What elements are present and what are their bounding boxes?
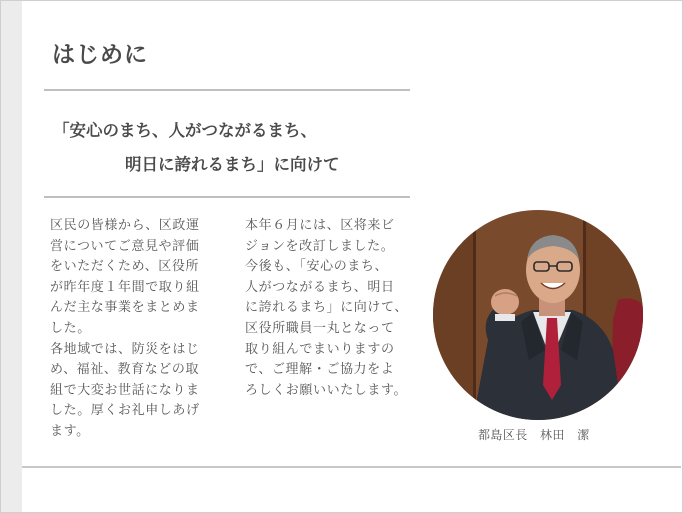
text-line: 各地域では、防災をはじ — [50, 341, 200, 357]
text-line: 本年６月には、区将来ビ — [245, 218, 395, 233]
text-line: 人がつながるまち、明日 — [245, 279, 395, 295]
text-line: 今後も、「安心のまち、 — [245, 259, 389, 275]
divider-middle — [44, 196, 410, 198]
divider-top — [44, 89, 410, 91]
message-column-1 — [50, 216, 200, 443]
mayor-portrait-image — [433, 210, 643, 420]
text-line: が昨年度１年間で取り組 — [50, 279, 200, 295]
text-line: 区役所職員一丸となって — [245, 320, 395, 336]
tagline-line-1: 「安心のまち、人がつながるまち、 — [53, 121, 317, 140]
text-line: め、福祉、教育などの取 — [50, 362, 200, 378]
message-column-2 — [245, 216, 408, 401]
text-line: に誇れるまち」に向けて、 — [245, 300, 408, 316]
portrait-caption: 都島区長 林田 潔 — [478, 428, 590, 442]
text-line: 組で大変お世話になりま — [50, 382, 200, 398]
text-line: ジョンを改訂しました。 — [245, 238, 395, 254]
text-line: した。厚くお礼申しあげ — [50, 403, 200, 419]
text-line: 区民の皆様から、区政運 — [50, 218, 200, 233]
text-line: 営についてご意見や評価 — [50, 238, 200, 254]
text-line: 取り組んでまいりますの — [245, 341, 395, 357]
text-line: んだ主な事業をまとめま — [50, 300, 200, 316]
left-margin-strip — [1, 1, 22, 512]
text-line: した。 — [50, 320, 91, 336]
text-line: で、ご理解・ご協力をよ — [245, 362, 395, 378]
text-line: ろしくお願いいたします。 — [245, 382, 408, 398]
divider-bottom — [22, 466, 681, 468]
page-heading: はじめに — [52, 42, 148, 68]
text-line: をいただくため、区役所 — [50, 259, 200, 275]
text-line: ます。 — [50, 423, 90, 439]
tagline-line-2: 明日に誇れるまち」に向けて — [125, 155, 340, 174]
